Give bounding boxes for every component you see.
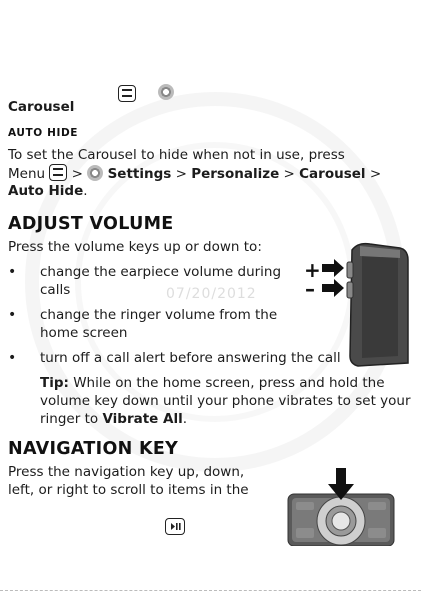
vibrate-all-label: Vibrate All xyxy=(102,411,183,427)
bullet-2-line1: change the ringer volume from the xyxy=(40,307,278,323)
tip-line3-text: ringer to xyxy=(40,411,99,427)
auto-hide-text-line1: To set the Carousel to hide when not in use, press xyxy=(8,147,345,163)
adjust-volume-intro: Press the volume keys up or down to: xyxy=(8,239,262,255)
tip-line1 xyxy=(40,374,385,392)
footer-divider xyxy=(0,590,421,591)
settings-gear-icon xyxy=(158,84,174,100)
tip-label: Tip: xyxy=(40,375,69,391)
bullet-1-line2: calls xyxy=(40,282,71,298)
auto-hide-text-line2 xyxy=(8,164,381,183)
separator: > xyxy=(175,166,187,182)
auto-hide-heading: AUTO HIDE xyxy=(8,127,79,139)
play-pause-key-icon xyxy=(165,518,185,535)
phone-side-illustration xyxy=(300,238,415,368)
carousel-menu-label: Carousel xyxy=(299,166,366,182)
navigation-key-heading: NAVIGATION KEY xyxy=(8,439,179,459)
navigation-key-illustration xyxy=(286,468,396,546)
carousel-label: Carousel xyxy=(8,99,75,115)
plus-sign: + xyxy=(304,258,321,282)
minus-sign: – xyxy=(305,277,315,301)
navigation-text-line2: left, or right to scroll to items in the xyxy=(8,482,249,498)
arrow-up-volume-icon xyxy=(322,259,344,277)
bullet-dot: • xyxy=(8,350,17,366)
bullet-1-line1: change the earpiece volume during xyxy=(40,264,282,280)
auto-hide-label: Auto Hide xyxy=(8,183,84,199)
auto-hide-text-line3 xyxy=(8,182,88,200)
menu-key-icon xyxy=(118,85,136,102)
menu-word: Menu xyxy=(8,166,46,182)
tip-text: While on the home screen, press and hold the xyxy=(73,375,385,391)
arrow-down-volume-icon xyxy=(322,279,344,297)
tip-line2: volume key down until your phone vibrates to set your xyxy=(40,393,411,409)
settings-label: Settings xyxy=(107,166,172,182)
watermark-date: 07/20/2012 xyxy=(166,286,257,302)
adjust-volume-heading: ADJUST VOLUME xyxy=(8,214,174,234)
separator: > xyxy=(71,166,83,182)
bullet-dot: • xyxy=(8,264,17,280)
tip-line3 xyxy=(40,410,187,428)
separator: > xyxy=(369,166,382,182)
bullet-2-line2: home screen xyxy=(40,325,128,341)
period: . xyxy=(83,183,88,199)
period: . xyxy=(182,411,188,427)
bullet-dot: • xyxy=(8,307,17,323)
navigation-text-line1: Press the navigation key up, down, xyxy=(8,464,245,480)
separator: > xyxy=(283,166,295,182)
personalize-label: Personalize xyxy=(191,166,280,182)
settings-gear-icon xyxy=(87,165,103,181)
menu-key-icon xyxy=(49,164,67,181)
bullet-3-line1: turn off a call alert before answering the call xyxy=(40,350,341,366)
